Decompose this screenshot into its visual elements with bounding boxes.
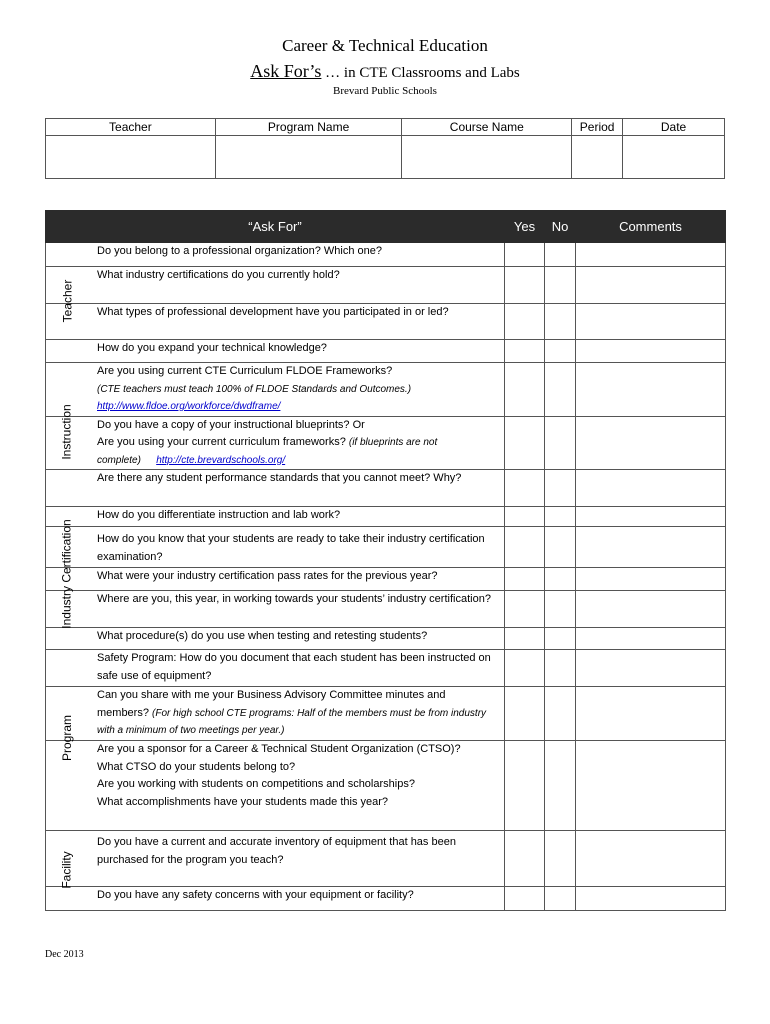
col-ask-for: “Ask For” — [46, 211, 505, 243]
yes-cell[interactable] — [505, 568, 545, 591]
yes-cell[interactable] — [505, 470, 545, 507]
yes-cell[interactable] — [505, 243, 545, 267]
table-row — [46, 416, 726, 470]
table-row — [46, 340, 726, 363]
no-cell[interactable] — [545, 363, 576, 417]
comments-cell[interactable] — [576, 507, 726, 527]
col-yes: Yes — [505, 211, 545, 243]
yes-cell[interactable] — [505, 628, 545, 650]
no-cell[interactable] — [545, 243, 576, 267]
question-text: Are you working with students on competitions and scholarships? — [97, 778, 415, 790]
question-text: What CTSO do your students belong to? — [97, 760, 296, 773]
comments-cell[interactable] — [576, 470, 726, 507]
comments-cell[interactable] — [576, 591, 726, 628]
table-row — [46, 470, 726, 507]
section-label-facility: Facility — [60, 851, 74, 889]
question-note: (For high school CTE programs: Half of the members must be from industry with a minimum of two meetings per year.) — [97, 707, 487, 736]
col-no: No — [545, 211, 576, 243]
comments-cell[interactable] — [576, 687, 726, 741]
col-teacher: Teacher — [46, 119, 216, 136]
comments-cell[interactable] — [576, 568, 726, 591]
comments-cell[interactable] — [576, 650, 726, 687]
yes-cell[interactable] — [505, 527, 545, 568]
ask-for-heading: Ask For’s — [250, 61, 322, 81]
no-cell[interactable] — [545, 470, 576, 507]
table-row — [46, 363, 726, 417]
yes-cell[interactable] — [505, 416, 545, 470]
question-text: What industry certifications do you currently hold? — [46, 267, 505, 304]
comments-cell[interactable] — [576, 416, 726, 470]
col-program-name: Program Name — [215, 119, 402, 136]
ask-for-table — [45, 210, 726, 911]
document-title: Career & Technical Education — [282, 36, 488, 55]
question-note: (CTE teachers must teach 100% of FLDOE Standards and Outcomes.) — [97, 383, 412, 395]
question-text: What accomplishments have your students made this year? — [97, 795, 389, 808]
table-row — [46, 304, 726, 340]
table-row — [46, 831, 726, 887]
yes-cell[interactable] — [505, 650, 545, 687]
no-cell[interactable] — [545, 527, 576, 568]
section-label-teacher: Teacher — [59, 279, 74, 323]
yes-cell[interactable] — [505, 304, 545, 340]
table-row — [46, 741, 726, 831]
question-text: What procedure(s) do you use when testing and retesting students? — [46, 628, 505, 650]
question-text: Are there any student performance standards that you cannot meet? Why? — [46, 470, 505, 507]
question-cell — [46, 363, 505, 417]
question-text: What types of professional development have you participated in or led? — [46, 304, 505, 340]
table-row — [46, 568, 726, 591]
col-course-name: Course Name — [402, 119, 572, 136]
yes-cell[interactable] — [505, 591, 545, 628]
no-cell[interactable] — [545, 628, 576, 650]
no-cell[interactable] — [545, 741, 576, 831]
teacher-field[interactable] — [46, 136, 216, 179]
yes-cell[interactable] — [505, 687, 545, 741]
yes-cell[interactable] — [505, 267, 545, 304]
no-cell[interactable] — [545, 887, 576, 911]
col-period: Period — [572, 119, 623, 136]
period-field[interactable] — [572, 136, 623, 179]
no-cell[interactable] — [545, 650, 576, 687]
col-date: Date — [623, 119, 725, 136]
footer-date: Dec 2013 — [45, 949, 84, 960]
comments-cell[interactable] — [576, 340, 726, 363]
no-cell[interactable] — [545, 304, 576, 340]
question-text: Do you have any safety concerns with your equipment or facility? — [46, 887, 505, 911]
question-text: How do you differentiate instruction and lab work? — [46, 507, 505, 527]
comments-cell[interactable] — [576, 267, 726, 304]
course-name-field[interactable] — [402, 136, 572, 179]
col-comments: Comments — [576, 211, 726, 243]
comments-cell[interactable] — [576, 304, 726, 340]
yes-cell[interactable] — [505, 363, 545, 417]
table-row — [46, 887, 726, 911]
fldoe-link[interactable]: http://www.fldoe.org/workforce/dwdframe/ — [97, 401, 281, 412]
no-cell[interactable] — [545, 267, 576, 304]
comments-cell[interactable] — [576, 628, 726, 650]
comments-cell[interactable] — [576, 527, 726, 568]
table-row — [46, 591, 726, 628]
program-name-field[interactable] — [215, 136, 402, 179]
question-text: How do you know that your students are ready to take their industry certification examination? — [46, 527, 505, 568]
question-text: Can you share with me your Business Advisory Committee minutes and members? — [97, 689, 446, 719]
yes-cell[interactable] — [505, 507, 545, 527]
question-text: Are you a sponsor for a Career & Technical Student Organization (CTSO)? — [97, 743, 461, 755]
question-note: (if blueprints are not complete) — [97, 437, 438, 466]
table-row — [46, 507, 726, 527]
comments-cell[interactable] — [576, 363, 726, 417]
section-label-industry-certification: Industry Certification — [60, 519, 75, 629]
document-subtitle — [0, 61, 770, 82]
question-cell — [46, 687, 505, 741]
yes-cell[interactable] — [505, 741, 545, 831]
question-text: Are you using current CTE Curriculum FLDOE Frameworks? — [97, 365, 393, 377]
table-row — [46, 267, 726, 304]
table-row — [46, 527, 726, 568]
section-label-program: Program — [60, 714, 75, 761]
question-text: Do you have a current and accurate inventory of equipment that has been purchased for the program you teach? — [46, 831, 505, 887]
table-row — [46, 650, 726, 687]
table-row — [46, 243, 726, 267]
question-text: How do you expand your technical knowledge? — [46, 340, 505, 363]
no-cell[interactable] — [545, 831, 576, 887]
question-text: Are you using your current curriculum frameworks? — [97, 436, 349, 448]
no-cell[interactable] — [545, 507, 576, 527]
date-field[interactable] — [623, 136, 725, 179]
question-text: Where are you, this year, in working towards your students’ industry certification? — [46, 591, 505, 628]
table-row — [46, 687, 726, 741]
question-text: Safety Program: How do you document that each student has been instructed on safe use of equipment? — [46, 650, 505, 687]
table-row — [46, 628, 726, 650]
comments-cell[interactable] — [576, 887, 726, 911]
no-cell[interactable] — [545, 568, 576, 591]
brevard-cte-link[interactable]: http://cte.brevardschools.org/ — [156, 454, 286, 466]
question-text: What were your industry certification pass rates for the previous year? — [46, 568, 505, 591]
no-cell[interactable] — [545, 416, 576, 470]
yes-cell[interactable] — [505, 887, 545, 911]
question-text: Do you belong to a professional organization? Which one? — [46, 243, 505, 267]
no-cell[interactable] — [545, 687, 576, 741]
question-cell — [46, 741, 505, 831]
yes-cell[interactable] — [505, 340, 545, 363]
question-cell — [46, 416, 505, 470]
no-cell[interactable] — [545, 340, 576, 363]
section-label-instruction: Instruction — [60, 403, 75, 460]
subtitle-rest: … in CTE Classrooms and Labs — [321, 65, 520, 81]
comments-cell[interactable] — [576, 831, 726, 887]
comments-cell[interactable] — [576, 741, 726, 831]
organization-name: Brevard Public Schools — [333, 85, 437, 97]
yes-cell[interactable] — [505, 831, 545, 887]
no-cell[interactable] — [545, 591, 576, 628]
info-table — [45, 118, 725, 179]
comments-cell[interactable] — [576, 243, 726, 267]
question-text: Do you have a copy of your instructional blueprints? Or — [97, 418, 365, 431]
